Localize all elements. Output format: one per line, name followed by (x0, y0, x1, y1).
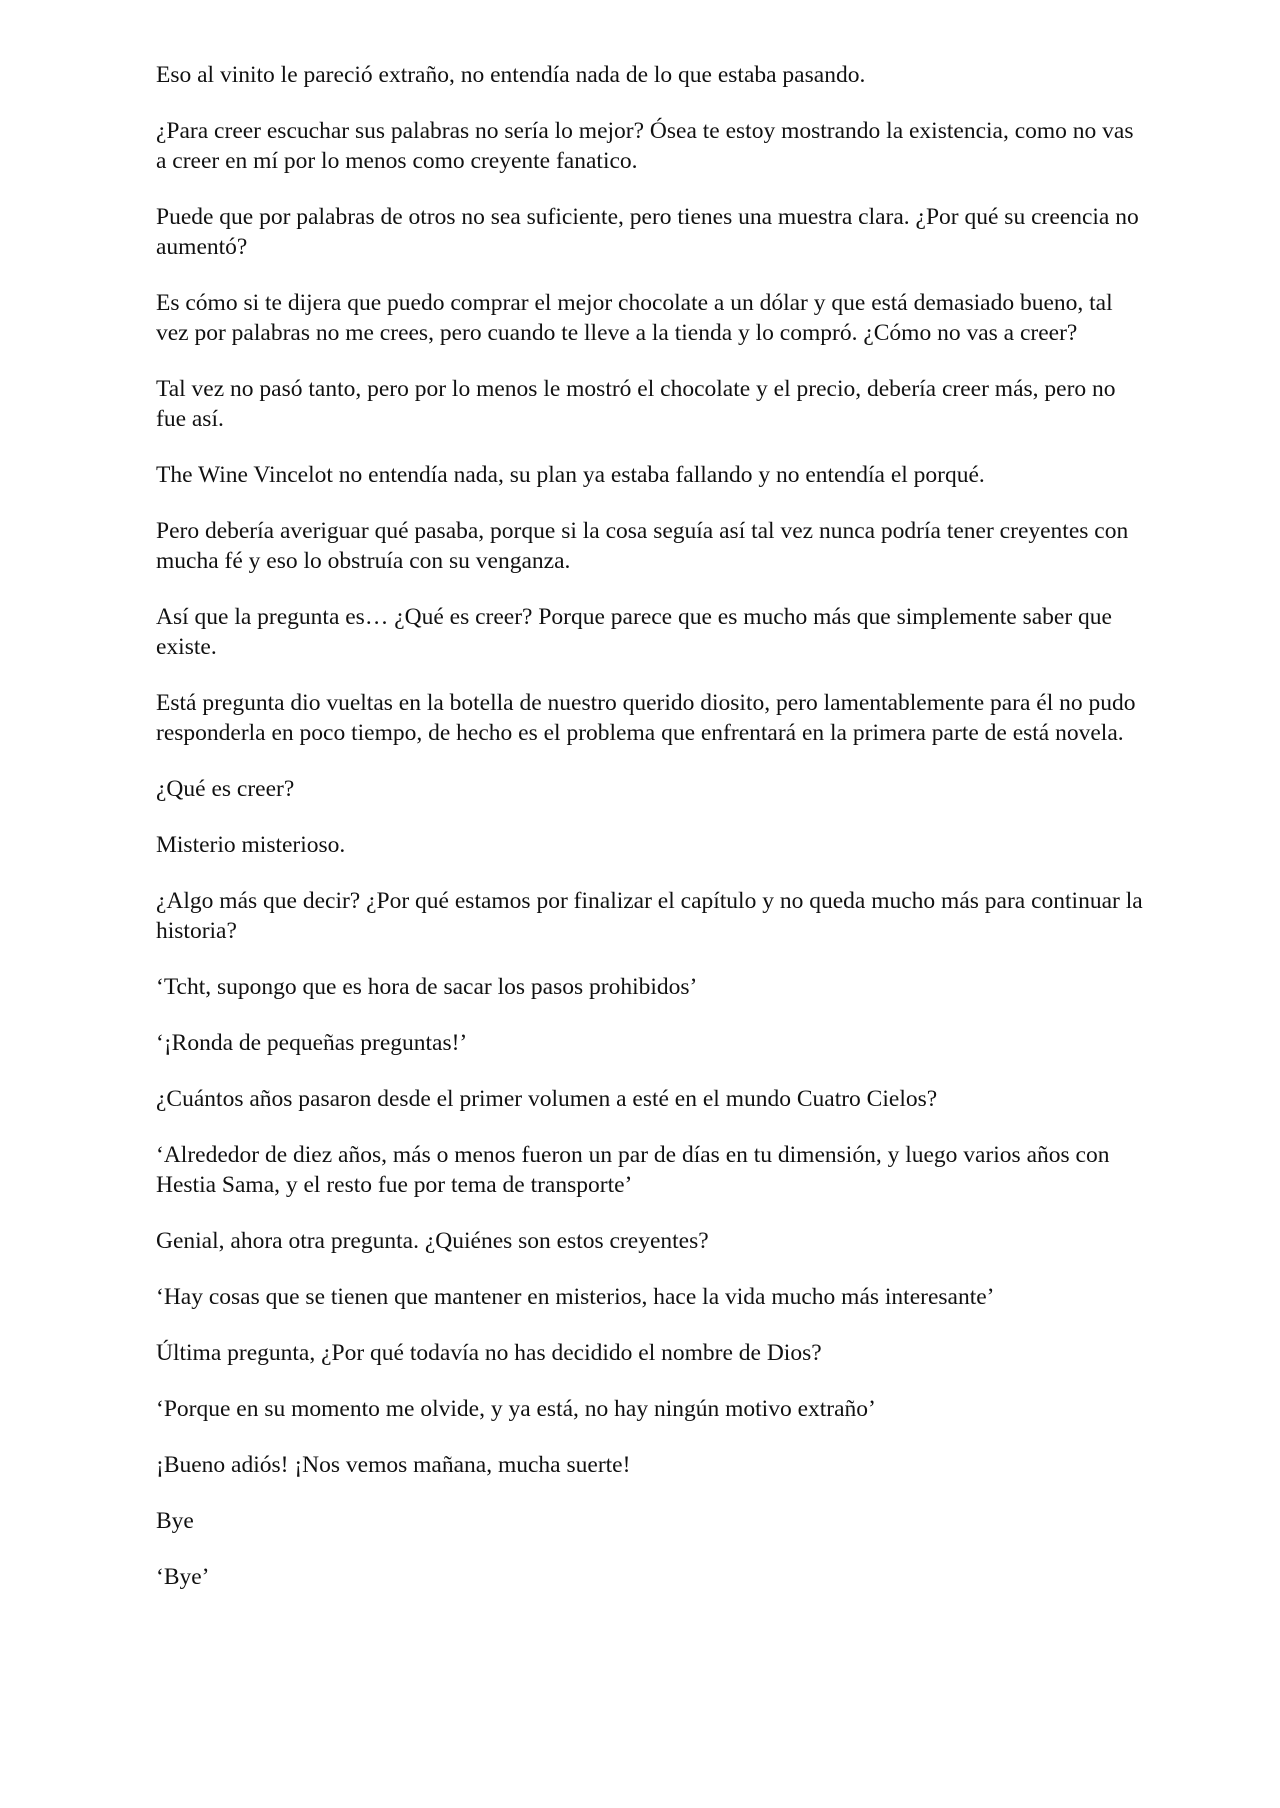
paragraph: Tal vez no pasó tanto, pero por lo menos le mostró el chocolate y el precio, debería creer más, pero no fue así. (156, 376, 1116, 432)
paragraph: ‘Bye’ (156, 1564, 210, 1590)
paragraph: ¡Bueno adiós! ¡Nos vemos mañana, mucha suerte! (156, 1452, 631, 1478)
paragraph: Eso al vinito le pareció extraño, no entendía nada de lo que estaba pasando. (156, 62, 866, 88)
paragraph: ‘¡Ronda de pequeñas preguntas!’ (156, 1030, 468, 1056)
paragraph: Así que la pregunta es… ¿Qué es creer? Porque parece que es mucho más que simplemente saber que existe. (156, 604, 1112, 660)
paragraph: ¿Para creer escuchar sus palabras no sería lo mejor? Ósea te estoy mostrando la existencia, como no vas a creer en mí por lo menos como creyente fanatico. (156, 118, 1134, 174)
paragraph: Misterio misterioso. (156, 832, 346, 858)
paragraph: Bye (156, 1508, 194, 1534)
paragraph: ¿Algo más que decir? ¿Por qué estamos por finalizar el capítulo y no queda mucho más para continuar la historia? (156, 888, 1143, 944)
paragraph: Puede que por palabras de otros no sea suficiente, pero tienes una muestra clara. ¿Por qué su creencia no aumentó? (156, 204, 1139, 260)
paragraph: ‘Tcht, supongo que es hora de sacar los pasos prohibidos’ (156, 974, 698, 1000)
paragraph: The Wine Vincelot no entendía nada, su plan ya estaba fallando y no entendía el porqué. (156, 462, 985, 488)
paragraph: ‘Alrededor de diez años, más o menos fueron un par de días en tu dimensión, y luego varios años con Hestia Sama, y el resto fue por tema de transporte’ (156, 1142, 1110, 1198)
paragraph: ¿Qué es creer? (156, 776, 295, 802)
paragraph: ¿Cuántos años pasaron desde el primer volumen a esté en el mundo Cuatro Cielos? (156, 1086, 938, 1112)
paragraph: Está pregunta dio vueltas en la botella de nuestro querido diosito, pero lamentablemente para él no pudo responderla en poco tiempo, de hecho es el problema que enfrentará en la primera parte de está novela. (156, 690, 1136, 746)
paragraph: ‘Hay cosas que se tienen que mantener en misterios, hace la vida mucho más interesante’ (156, 1284, 995, 1310)
document-page (156, 60, 1146, 1618)
paragraph: Última pregunta, ¿Por qué todavía no has decidido el nombre de Dios? (156, 1340, 822, 1366)
paragraph: Genial, ahora otra pregunta. ¿Quiénes son estos creyentes? (156, 1228, 709, 1254)
paragraph: ‘Porque en su momento me olvide, y ya está, no hay ningún motivo extraño’ (156, 1396, 876, 1422)
paragraph: Es cómo si te dijera que puedo comprar el mejor chocolate a un dólar y que está demasiado bueno, tal vez por palabras no me crees, pero cuando te lleve a la tienda y lo compró. ¿Cómo no vas a creer? (156, 290, 1113, 346)
paragraph: Pero debería averiguar qué pasaba, porque si la cosa seguía así tal vez nunca podría tener creyentes con mucha fé y eso lo obstruía con su venganza. (156, 518, 1129, 574)
